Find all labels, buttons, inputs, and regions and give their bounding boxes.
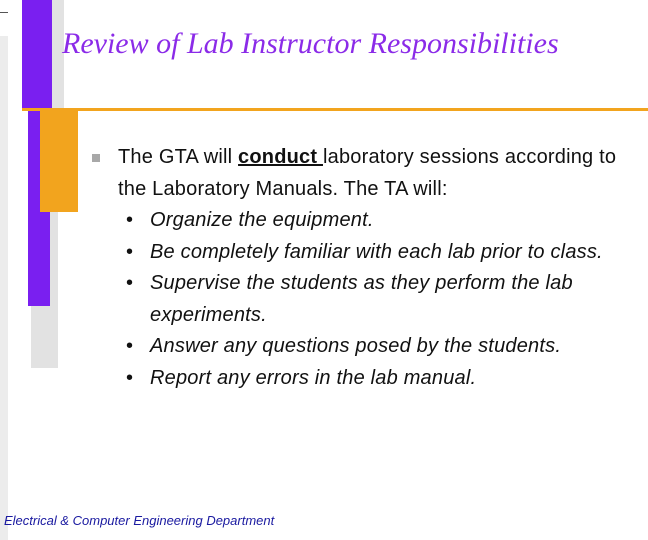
sub-point (126, 331, 632, 363)
sub-point-text: Answer any questions posed by the students. (150, 335, 562, 357)
dot-bullet-icon: • (126, 366, 134, 389)
sub-point-text: Be completely familiar with each lab prior to class. (150, 240, 603, 263)
main-point-rest: laboratory sessions according to the Laboratory Manuals. The TA will: (118, 146, 617, 200)
dot-bullet-icon: • (126, 240, 134, 263)
dot-bullet-icon: • (126, 209, 134, 231)
sub-point (126, 237, 632, 269)
decor-tick (0, 12, 8, 13)
sub-point (126, 363, 632, 395)
main-point-lead: The GTA will (118, 146, 239, 168)
dot-bullet-icon: • (126, 272, 134, 294)
sub-point-text: Report any errors in the lab manual. (150, 366, 477, 389)
sub-point-text: Organize the equipment. (150, 209, 374, 231)
sub-point (126, 268, 632, 331)
slide-title: Review of Lab Instructor Responsibilities (62, 27, 559, 60)
footer-department: Electrical & Computer Engineering Department (4, 513, 275, 528)
sub-point-text: Supervise the students as they perform the lab experiments. (150, 272, 573, 326)
square-bullet-icon (92, 154, 100, 162)
sub-point-list (126, 205, 632, 394)
decor-orange-rule (22, 108, 648, 111)
decor-grey-strip (0, 36, 8, 540)
dot-bullet-icon: • (126, 335, 134, 357)
sub-point (126, 205, 632, 237)
main-point-emphasis: conduct (238, 146, 323, 168)
slide-content (92, 142, 632, 394)
decor-purple-bar-top (22, 0, 52, 108)
decor-orange-block (40, 110, 78, 212)
main-point (118, 142, 632, 205)
